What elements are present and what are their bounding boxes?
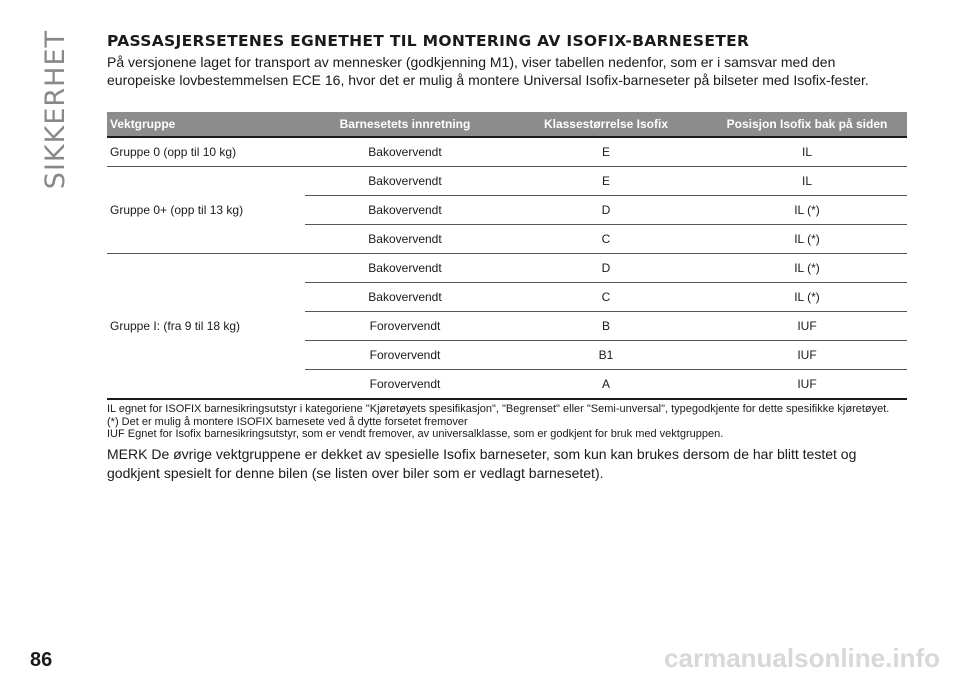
header-rear-position: Posisjon Isofix bak på siden [707, 112, 907, 137]
watermark-logo: carmanualsonline.info [664, 643, 940, 673]
table-cell: Bakovervendt [305, 225, 505, 254]
group-label: Gruppe I: (fra 9 til 18 kg) [107, 254, 305, 400]
table-cell: E [505, 137, 707, 167]
table-cell: Bakovervendt [305, 254, 505, 283]
table-cell: IUF [707, 341, 907, 370]
document-content [107, 32, 907, 497]
table-cell: Forovervendt [305, 312, 505, 341]
table-cell: Bakovervendt [305, 137, 505, 167]
note-asterisk: (*) Det er mulig å montere ISOFIX barnesete ved å dytte forsetet fremover [107, 415, 468, 428]
intro-paragraph: På versjonene laget for transport av mennesker (godkjenning M1), viser tabellen nedenfor, som er i samsvar med den europeiske lovbestemmelsen ECE 16, hvor det er mulig å montere Universal Isofix-barneseter på bilseter med Isofix-fester. [107, 54, 869, 88]
table-row [107, 167, 907, 196]
table-cell: B1 [505, 341, 707, 370]
table-header-row [107, 112, 907, 137]
table-cell: Bakovervendt [305, 196, 505, 225]
table-notes [107, 403, 907, 441]
table-cell: Forovervendt [305, 370, 505, 400]
table-cell: C [505, 225, 707, 254]
table-cell: IL (*) [707, 196, 907, 225]
table-cell: B [505, 312, 707, 341]
table-row [107, 254, 907, 283]
table-cell: IUF [707, 312, 907, 341]
table-cell: IL [707, 137, 907, 167]
table-cell: IL (*) [707, 225, 907, 254]
table-row [107, 137, 907, 167]
table-cell: E [505, 167, 707, 196]
table-cell: IUF [707, 370, 907, 400]
table-cell: Forovervendt [305, 341, 505, 370]
note-paragraph: MERK De øvrige vektgruppene er dekket av spesielle Isofix barneseter, som kun kan brukes dersom de har blitt testet og godkjent spesielt for denne bilen (se listen over biler som er vedlagt barnesetet). [107, 445, 857, 481]
note-iuf: IUF Egnet for Isofix barnesikringsutstyr, som er vendt fremover, av universalklasse, som er godkjent for bruk med vektgruppen. [107, 428, 724, 440]
table-cell: IL (*) [707, 254, 907, 283]
table-cell: IL [707, 167, 907, 196]
header-weight-group: Vektgruppe [107, 112, 305, 137]
table-cell: D [505, 254, 707, 283]
group-label: Gruppe 0 (opp til 10 kg) [107, 137, 305, 167]
table-cell: A [505, 370, 707, 400]
page-title: PASSASJERSETENES EGNETHET TIL MONTERING AV ISOFIX-BARNESETER [107, 32, 750, 50]
table-cell: D [505, 196, 707, 225]
note-il: IL egnet for ISOFIX barnesikringsutstyr i kategoriene "Kjøretøyets spesifikasjon", "Begrenset" eller "Semi-unversal", typegodkjente for dette spesifikke kjøretøyet. [107, 403, 890, 415]
table-cell: IL (*) [707, 283, 907, 312]
table-cell: C [505, 283, 707, 312]
header-seat-orientation: Barnesetets innretning [305, 112, 505, 137]
section-label: SIKKERHET [40, 30, 71, 190]
isofix-table [107, 112, 907, 400]
table-cell: Bakovervendt [305, 167, 505, 196]
table-cell: Bakovervendt [305, 283, 505, 312]
group-label: Gruppe 0+ (opp til 13 kg) [107, 167, 305, 254]
page-number: 86 [30, 649, 53, 671]
header-size-class: Klassestørrelse Isofix [505, 112, 707, 137]
